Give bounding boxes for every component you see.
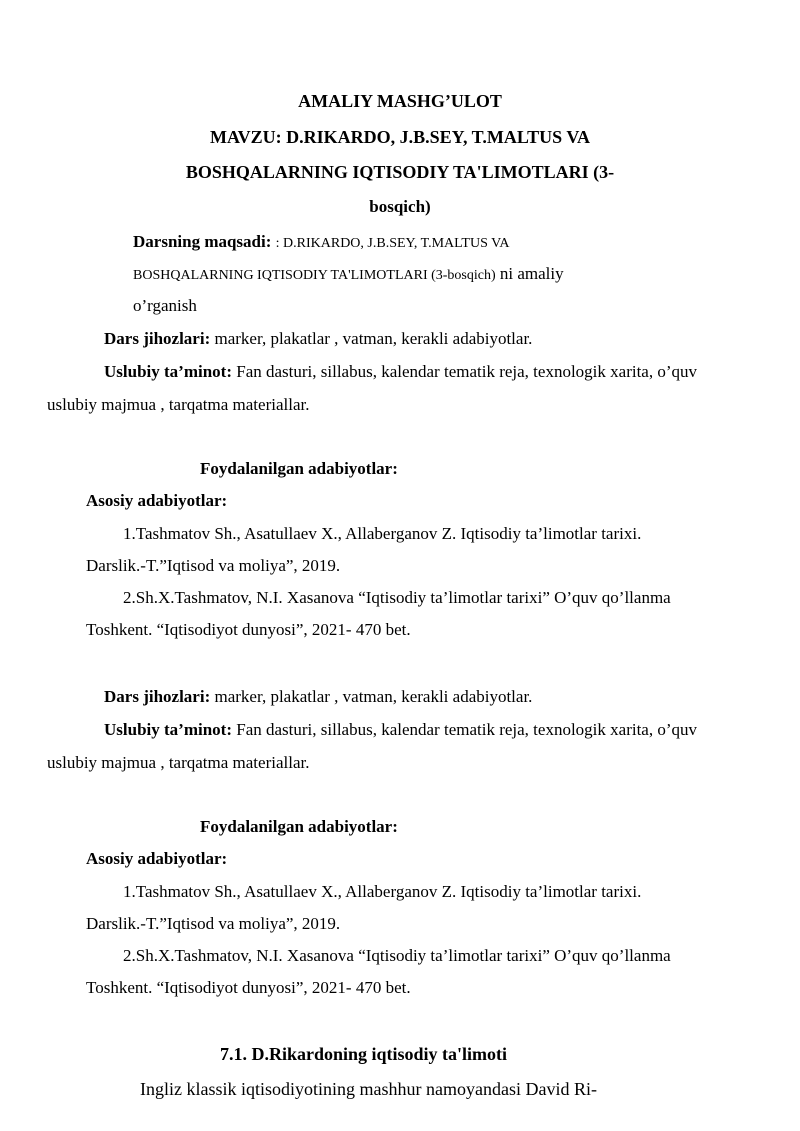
maqsad-line-3: o’rganish bbox=[133, 296, 197, 315]
uslub-text-1: Fan dasturi, sillabus, kalendar tematik reja, texnologik xarita, o’quv bbox=[231, 362, 698, 381]
ref2b-2: Toshkent. “Iqtisodiyot dunyosi”, 2021- 470 bet. bbox=[86, 978, 411, 997]
uslub-line-2 bbox=[104, 721, 697, 738]
jihoz-text-2: marker, plakatlar , vatman, kerakli adabiyotlar. bbox=[210, 687, 533, 706]
ref2a-2: 2.Sh.X.Tashmatov, N.I. Xasanova “Iqtisodiy ta’limotlar tarixi” O’quv qo’llanma bbox=[123, 946, 671, 965]
uslub-line-1 bbox=[104, 363, 697, 380]
maqsad-label: Darsning maqsadi: bbox=[133, 232, 272, 251]
ref1b-2: Darslik.-T.”Iqtisod va moliya”, 2019. bbox=[86, 914, 341, 933]
uslub-cont-2: uslubiy majmua , tarqatma materiallar. bbox=[47, 753, 310, 772]
title-line-1: AMALIY MASHG’ULOT bbox=[298, 91, 502, 111]
adab-heading-2: Foydalanilgan adabiyotlar: bbox=[200, 817, 398, 836]
jihoz-label-2: Dars jihozlari: bbox=[104, 687, 211, 706]
asosiy-label-1: Asosiy adabiyotlar: bbox=[86, 491, 228, 510]
maqsad-line-1 bbox=[133, 233, 510, 251]
title-line-3: BOSHQALARNING IQTISODIY TA'LIMOTLARI (3- bbox=[185, 162, 615, 182]
title-line-2: MAVZU: D.RIKARDO, J.B.SEY, T.MALTUS VA bbox=[209, 127, 591, 147]
maqsad-text-1: : D.RIKARDO, J.B.SEY, T.MALTUS VA bbox=[275, 236, 510, 251]
ref2a-1: 2.Sh.X.Tashmatov, N.I. Xasanova “Iqtisodiy ta’limotlar tarixi” O’quv qo’llanma bbox=[123, 588, 671, 607]
title-line-4: bosqich) bbox=[369, 197, 431, 216]
section-text: Ingliz klassik iqtisodiyotining mashhur namoyandasi David Ri- bbox=[140, 1079, 597, 1099]
jihoz-text-1: marker, plakatlar , vatman, kerakli adabiyotlar. bbox=[210, 329, 533, 348]
maqsad-text-2a: BOSHQALARNING IQTISODIY TA'LIMOTLARI (3-bosqich) bbox=[133, 268, 496, 283]
asosiy-label-2: Asosiy adabiyotlar: bbox=[86, 849, 228, 868]
ref1a-1: 1.Tashmatov Sh., Asatullaev X., Allaberganov Z. Iqtisodiy ta’limotlar tarixi. bbox=[123, 524, 642, 543]
ref1b-1: Darslik.-T.”Iqtisod va moliya”, 2019. bbox=[86, 556, 341, 575]
section-heading: 7.1. D.Rikardoning iqtisodiy ta'limoti bbox=[220, 1044, 508, 1064]
maqsad-line-2 bbox=[133, 265, 564, 283]
uslub-label-2: Uslubiy ta’minot: bbox=[104, 720, 232, 739]
ref2b-1: Toshkent. “Iqtisodiyot dunyosi”, 2021- 470 bet. bbox=[86, 620, 411, 639]
adab-heading-1: Foydalanilgan adabiyotlar: bbox=[200, 459, 398, 478]
jihoz-label-1: Dars jihozlari: bbox=[104, 329, 211, 348]
uslub-text-2: Fan dasturi, sillabus, kalendar tematik reja, texnologik xarita, o’quv bbox=[231, 720, 698, 739]
ref1a-2: 1.Tashmatov Sh., Asatullaev X., Allaberganov Z. Iqtisodiy ta’limotlar tarixi. bbox=[123, 882, 642, 901]
jihoz-line-1 bbox=[104, 330, 532, 347]
jihoz-line-2 bbox=[104, 688, 532, 705]
uslub-label-1: Uslubiy ta’minot: bbox=[104, 362, 232, 381]
maqsad-text-2b: ni amaliy bbox=[495, 264, 564, 283]
uslub-cont-1: uslubiy majmua , tarqatma materiallar. bbox=[47, 395, 310, 414]
